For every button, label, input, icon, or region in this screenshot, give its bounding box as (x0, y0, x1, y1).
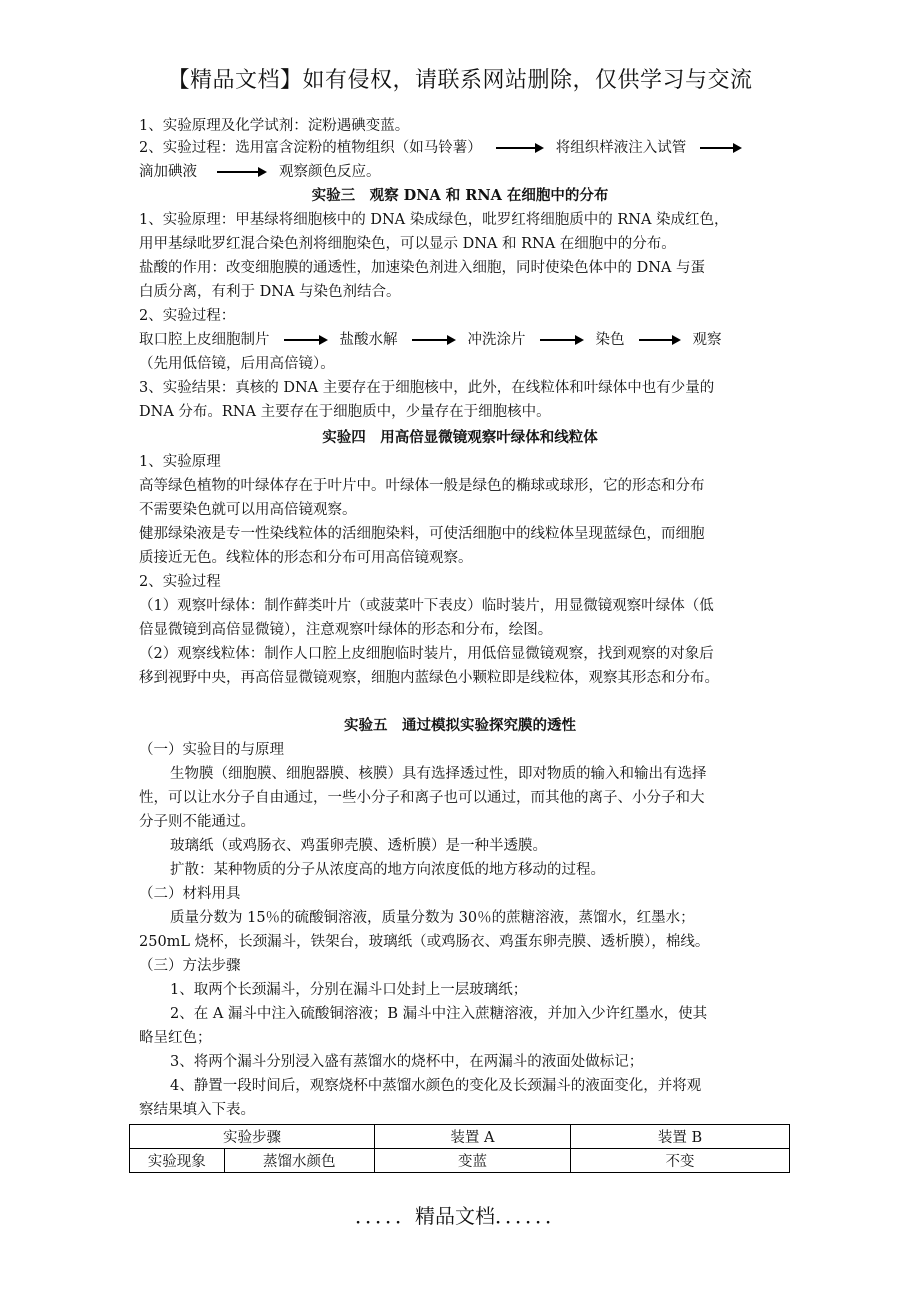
exp5-a1-l1: 生物膜（细胞膜、细胞器膜、核膜）具有选择透过性，即对物质的输入和输出有选择 (170, 766, 707, 782)
arrow-icon (540, 339, 582, 341)
exp2-step-select-tissue: 2、实验过程：选用富含淀粉的植物组织（如马铃薯） (139, 140, 482, 156)
exp4-title: 实验四 用高倍显微镜观察叶绿体和线粒体 (322, 429, 598, 446)
arrow-icon (217, 171, 265, 173)
exp5-heading-3: （三）方法步骤 (139, 958, 241, 974)
exp5-a1-l3: 分子则不能通过。 (139, 814, 255, 830)
exp2-process-line2 (139, 162, 381, 182)
exp4-q2-l1: （2）观察线粒体：制作人口腔上皮细胞临时装片，用低倍显微镜观察，找到观察的对象后 (139, 646, 714, 662)
exp5-a3: 扩散：某种物质的分子从浓度高的地方向浓度低的地方移动的过程。 (170, 862, 605, 878)
exp2-step-inject: 将组织样液注入试管 (555, 140, 687, 156)
exp5-heading-2: （二）材料用具 (139, 886, 241, 902)
table-row (130, 1149, 790, 1173)
exp5-b1-l1: 质量分数为 15％的硫酸铜溶液，质量分数为 30％的蔗糖溶液，蒸馏水，红墨水； (170, 910, 695, 926)
exp5-step1: 1、取两个长颈漏斗，分别在漏斗口处封上一层玻璃纸； (170, 982, 528, 998)
exp4-p1-l1: 高等绿色植物的叶绿体存在于叶片中。叶绿体一般是绿色的椭球或球形，它的形态和分布 (139, 478, 705, 494)
flow-step: 染色 (595, 332, 625, 348)
exp3-hcl-l2: 白质分离，有利于 DNA 与染色剂结合。 (139, 284, 401, 300)
results-table (129, 1124, 790, 1173)
table-header-row (130, 1125, 790, 1149)
table-cell: 变蓝 (374, 1149, 570, 1173)
exp3-principle-l2: 用甲基绿吡罗红混合染色剂将细胞染色，可以显示 DNA 和 RNA 在细胞中的分布。 (139, 236, 676, 252)
exp4-p2-l1: 健那绿染液是专一性染线粒体的活细胞染料，可使活细胞中的线粒体呈现蓝绿色，而细胞 (139, 526, 705, 542)
exp5-a2: 玻璃纸（或鸡肠衣、鸡蛋卵壳膜、透析膜）是一种半透膜。 (170, 838, 547, 854)
table-header-cell: 实验步骤 (130, 1125, 375, 1149)
arrow-icon (412, 339, 454, 341)
exp5-a1-l2: 性，可以让水分子自由通过，一些小分子和离子也可以通过，而其他的离子、小分子和大 (139, 790, 705, 806)
exp3-flow (139, 330, 722, 350)
table-cell: 不变 (571, 1149, 790, 1173)
exp3-title: 实验三 观察 DNA 和 RNA 在细胞中的分布 (311, 187, 609, 204)
flow-step: 冲洗涂片 (467, 332, 526, 348)
exp2-process-line1 (139, 138, 754, 158)
arrow-icon (284, 339, 326, 341)
exp4-section2: 2、实验过程 (139, 574, 221, 590)
exp4-q2-l2: 移到视野中央，再高倍显微镜观察，细胞内蓝绿色小颗粒即是线粒体，观察其形态和分布。 (139, 670, 719, 686)
exp5-step4-l1: 4、静置一段时间后，观察烧杯中蒸馏水颜色的变化及长颈漏斗的液面变化，并将观 (170, 1078, 702, 1094)
arrow-icon (700, 147, 740, 149)
table-cell: 实验现象 (130, 1149, 225, 1173)
table-header-cell: 装置 B (571, 1125, 790, 1149)
exp5-title: 实验五 通过模拟实验探究膜的透性 (344, 717, 576, 734)
arrow-icon (639, 339, 679, 341)
flow-step: 盐酸水解 (339, 332, 398, 348)
exp2-principle: 1、实验原理及化学试剂：淀粉遇碘变蓝。 (139, 118, 410, 134)
exp3-principle-l1: 1、实验原理：甲基绿将细胞核中的 DNA 染成绿色，吡罗红将细胞质中的 RNA 染成红色， (139, 212, 729, 228)
page-header-banner: 【精品文档】如有侵权，请联系网站删除，仅供学习与交流 (167, 68, 753, 93)
exp5-step3: 3、将两个漏斗分别浸入盛有蒸馏水的烧杯中，在两漏斗的液面处做标记； (170, 1054, 644, 1070)
exp5-step2-l2: 略呈红色； (139, 1030, 212, 1046)
exp2-step-iodine: 滴加碘液 (139, 164, 197, 180)
exp4-section1: 1、实验原理 (139, 454, 221, 470)
flow-step: 观察 (692, 332, 722, 348)
exp5-step2-l1: 2、在 A 漏斗中注入硫酸铜溶液；B 漏斗中注入蔗糖溶液，并加入少许红墨水，使其 (170, 1006, 708, 1022)
arrow-icon (496, 147, 542, 149)
exp3-result-l1: 3、实验结果：真核的 DNA 主要存在于细胞核中，此外，在线粒体和叶绿体中也有少量的 (139, 380, 715, 396)
exp2-step-observe: 观察颜色反应。 (279, 164, 381, 180)
exp4-q1-l1: （1）观察叶绿体：制作藓类叶片（或菠菜叶下表皮）临时装片，用显微镜观察叶绿体（低 (139, 598, 714, 614)
table-cell: 蒸馏水颜色 (224, 1149, 374, 1173)
exp5-b1-l2: 250mL 烧杯，长颈漏斗，铁架台，玻璃纸（或鸡肠衣、鸡蛋东卵壳膜、透析膜），棉线。 (139, 934, 710, 950)
table-header-cell: 装置 A (374, 1125, 570, 1149)
exp3-result-l2: DNA 分布。RNA 主要存在于细胞质中，少量存在于细胞核中。 (139, 404, 551, 420)
exp3-process-title: 2、实验过程： (139, 308, 236, 324)
exp4-p2-l2: 质接近无色。线粒体的形态和分布可用高倍镜观察。 (139, 550, 473, 566)
exp3-hcl-l1: 盐酸的作用：改变细胞膜的通透性，加速染色剂进入细胞，同时使染色体中的 DNA 与蛋 (139, 260, 705, 276)
flow-step: 取口腔上皮细胞制片 (139, 332, 270, 348)
exp4-p1-l2: 不需要染色就可以用高倍镜观察。 (139, 502, 357, 518)
page-footer: ．．．．．精品文档．．．．．． (355, 1204, 565, 1228)
exp4-q1-l2: 倍显微镜到高倍显微镜），注意观察叶绿体的形态和分布，绘图。 (139, 622, 553, 638)
exp5-heading-1: （一）实验目的与原理 (139, 742, 284, 758)
exp5-step4-l2: 察结果填入下表。 (139, 1102, 255, 1118)
exp3-flow-note: （先用低倍镜，后用高倍镜）。 (139, 356, 335, 372)
